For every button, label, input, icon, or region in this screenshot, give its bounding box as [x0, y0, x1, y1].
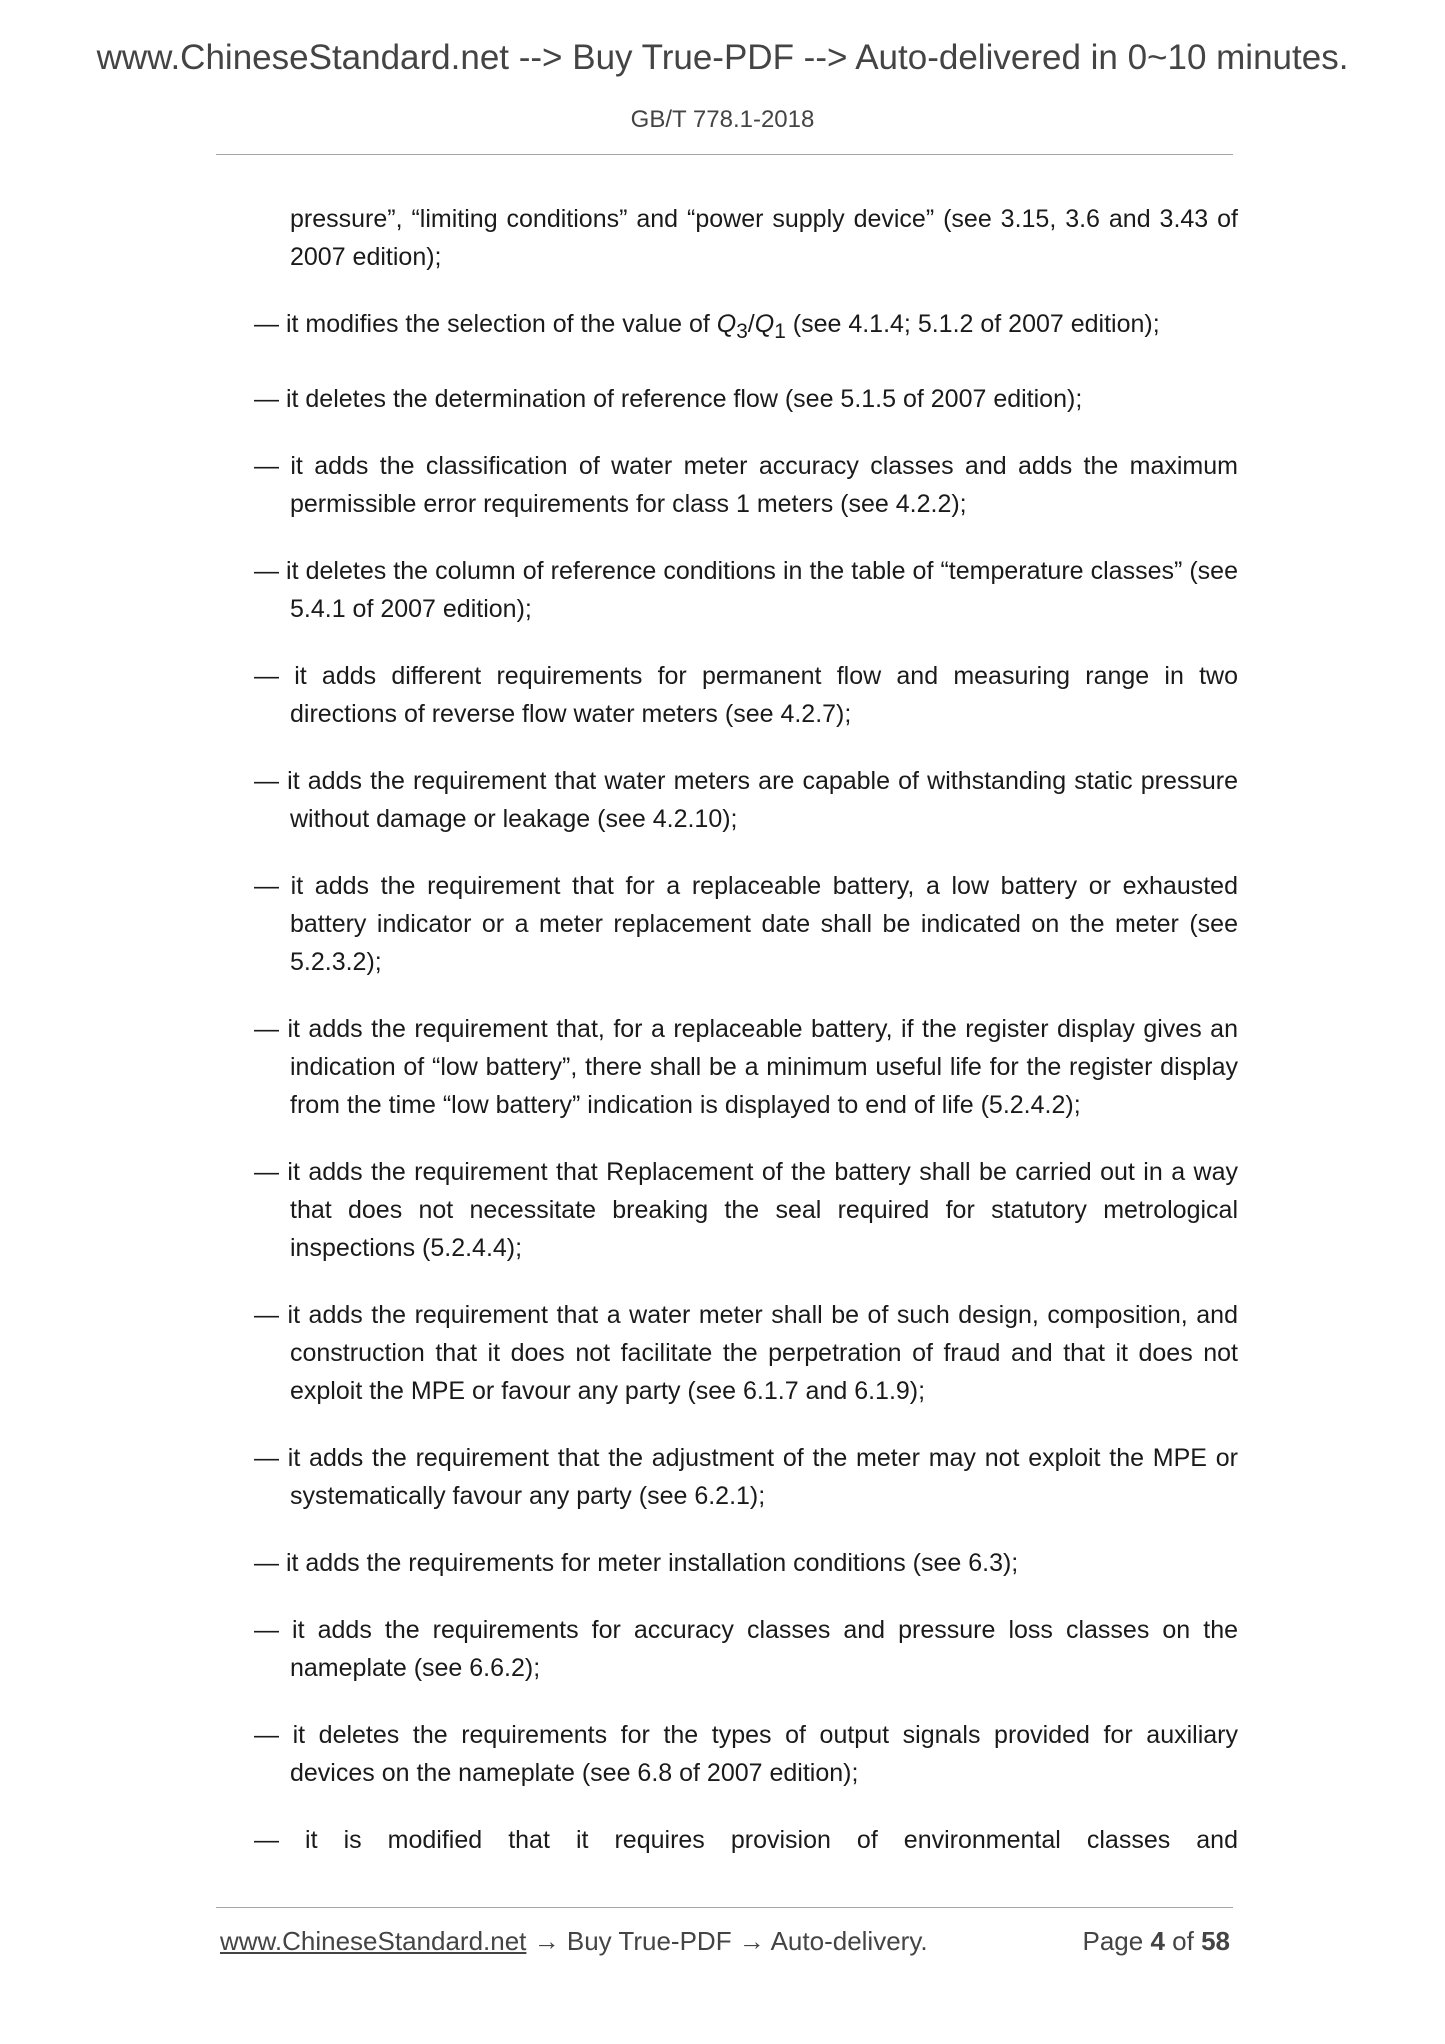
of-label: of: [1172, 1926, 1194, 1956]
page-label: Page: [1082, 1926, 1144, 1956]
list-item: — it adds the requirements for meter installation conditions (see 6.3);: [254, 1549, 1019, 1577]
site-link[interactable]: www.ChineseStandard.net: [220, 1926, 527, 1956]
list-item: — it adds the requirements for accuracy classes and pressure loss classes on the nameplate (see 6.6.2);: [254, 1616, 1238, 1682]
item-prefix: — it modifies the selection of the value of: [254, 310, 717, 338]
document-body: [254, 200, 1238, 1859]
q3-symbol: Q: [716, 310, 737, 338]
list-item: — it adds the classification of water meter accuracy classes and adds the maximum permissible error requirements for class 1 meters (see 4.2.2);: [254, 452, 1238, 518]
header-divider: [216, 154, 1233, 155]
list-item: — it adds the requirement that, for a replaceable battery, if the register display gives an indication of “low battery”, there shall be a minimum useful life for the register display from the time “low battery” indication is displayed to end of life (5.2.4.2);: [254, 1015, 1238, 1119]
item-suffix: (see 4.1.4; 5.1.2 of 2007 edition);: [785, 310, 1160, 338]
list-item: — it adds the requirement that the adjustment of the meter may not exploit the MPE or systematically favour any party (see 6.2.1);: [254, 1444, 1238, 1510]
q1-subscript: 1: [774, 320, 786, 343]
list-item: — it adds different requirements for permanent flow and measuring range in two directions of reverse flow water meters (see 4.2.7);: [254, 662, 1238, 728]
list-item: — it deletes the column of reference conditions in the table of “temperature classes” (see 5.4.1 of 2007 edition);: [254, 557, 1238, 623]
list-item: — it adds the requirement that a water meter shall be of such design, composition, and construction that it does not facilitate the perpetration of fraud and that it does not exploit the MPE or favour any party (see 6.1.7 and 6.1.9);: [254, 1301, 1238, 1405]
page-indicator: [1082, 1926, 1230, 1957]
continued-paragraph: pressure”, “limiting conditions” and “power supply device” (see 3.15, 3.6 and 3.43 of 2007 edition);: [290, 205, 1238, 271]
list-item: — it deletes the requirements for the types of output signals provided for auxiliary devices on the nameplate (see 6.8 of 2007 edition);: [254, 1721, 1238, 1787]
list-item: — it deletes the determination of reference flow (see 5.1.5 of 2007 edition);: [254, 385, 1083, 413]
q1-symbol: Q: [754, 310, 775, 338]
list-item-q3-q1: [254, 305, 1238, 351]
site-banner: www.ChineseStandard.net --> Buy True-PDF --> Auto-delivered in 0~10 minutes.: [96, 38, 1349, 77]
list-item: — it adds the requirement that for a replaceable battery, a low battery or exhausted battery indicator or a meter replacement date shall be indicated on the meter (see 5.2.3.2);: [254, 872, 1238, 976]
standard-code: GB/T 778.1-2018: [630, 106, 815, 133]
buy-pdf-text: Buy True-PDF: [559, 1926, 739, 1956]
q3-subscript: 3: [736, 320, 748, 343]
list-item: — it adds the requirement that Replacement of the battery shall be carried out in a way that does not necessitate breaking the seal required for statutory metrological inspections (5.2.4.4);: [254, 1158, 1238, 1262]
page-number: 4: [1150, 1926, 1165, 1956]
list-item: — it adds the requirement that water meters are capable of withstanding static pressure without damage or leakage (see 4.2.10);: [254, 767, 1238, 833]
footer-divider: [216, 1907, 1233, 1908]
arrow-right-icon: →: [738, 1926, 765, 1956]
auto-delivery-text: Auto-delivery.: [764, 1926, 928, 1956]
list-item-truncated: — it is modified that it requires provision of environmental classes and: [254, 1826, 1238, 1854]
total-pages: 58: [1201, 1926, 1230, 1956]
ratio-slash: /: [747, 310, 755, 338]
footer-promo: [220, 1926, 928, 1957]
arrow-right-icon: →: [533, 1926, 560, 1956]
